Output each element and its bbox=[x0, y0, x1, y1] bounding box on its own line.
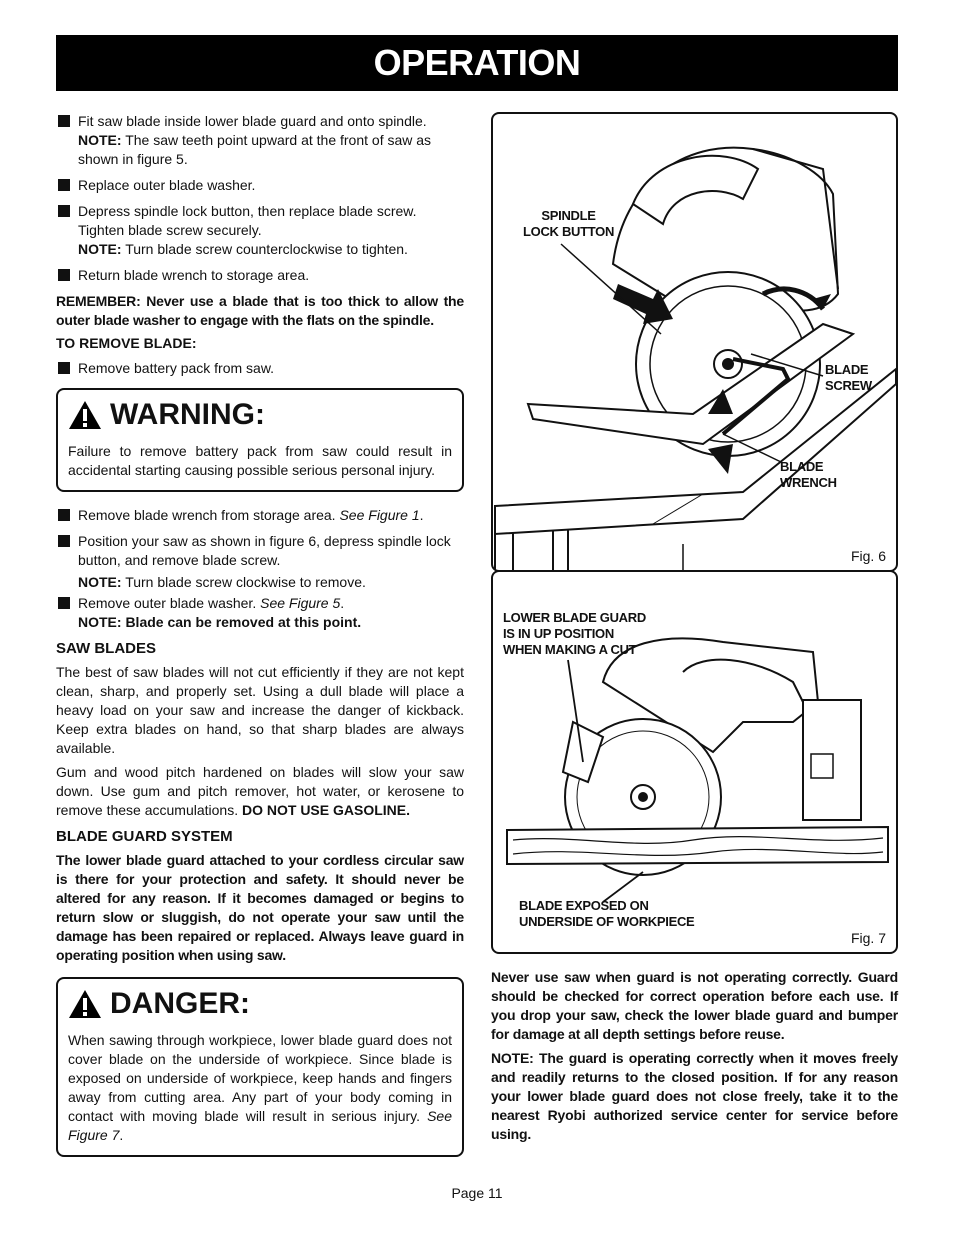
saw-blades-paragraph: The best of saw blades will not cut efficiently if they are not kept clean, sharp, and properly set. Using a dull blade will place a heavy load on your saw and increase the danger of kickback. Keep extra blades on hand, so that sharp blades are always available. bbox=[56, 664, 464, 756]
bullet-square-icon bbox=[58, 597, 70, 609]
danger-text: When sawing through workpiece, lower blade guard does not cover blade on the underside of workpiece. Since blade is exposed on underside of workpiece, keep hands and fingers away from cutting area. Any part of your body coming in contact with moving blade will result in serious injury. See Figure 7. bbox=[68, 1032, 452, 1143]
list-item: Depress spindle lock button, then replace blade screw. Tighten blade screw securely. NOTE: Turn blade screw counterclockwise to tighten. bbox=[56, 202, 464, 259]
page-title: OPERATION bbox=[56, 35, 898, 91]
warning-triangle-icon bbox=[68, 400, 102, 430]
warning-box bbox=[56, 388, 464, 492]
page-number: Page 11 bbox=[451, 1185, 503, 1201]
list-item: Remove blade wrench from storage area. See Figure 1. bbox=[56, 506, 464, 525]
figure-caption: Fig. 7 bbox=[850, 930, 886, 946]
list-item: Return blade wrench to storage area. bbox=[56, 266, 464, 285]
list-item: Replace outer blade washer. bbox=[56, 176, 464, 195]
warning-text: Failure to remove battery pack from saw could result in accidental starting causing possible serious personal injury. bbox=[68, 443, 452, 478]
list-item: Remove outer blade washer. See Figure 5. NOTE: Blade can be removed at this point. bbox=[56, 594, 464, 632]
list-item: Remove battery pack from saw. bbox=[56, 359, 464, 378]
right-column bbox=[491, 112, 898, 1149]
blade-wrench-label: BLADE WRENCH bbox=[780, 459, 837, 490]
warning-triangle-icon bbox=[68, 989, 102, 1019]
lower-blade-guard-label: LOWER BLADE GUARD IS IN UP POSITION WHEN MAKING A CUT bbox=[503, 610, 646, 657]
figure-7 bbox=[491, 570, 898, 954]
blade-exposed-label: BLADE EXPOSED ON UNDERSIDE OF WORKPIECE bbox=[519, 898, 695, 929]
note: NOTE: Turn blade screw counterclockwise to tighten. bbox=[78, 241, 408, 257]
bullet-square-icon bbox=[58, 205, 70, 217]
remove-blade-heading: TO REMOVE BLADE: bbox=[56, 335, 197, 351]
saw-blades-paragraph: Gum and wood pitch hardened on blades will slow your saw down. Use gum and pitch remover, hot water, or kerosene to remove these accumulations. DO NOT USE GASOLINE. bbox=[56, 764, 464, 818]
note: NOTE: Turn blade screw clockwise to remove. bbox=[78, 574, 366, 590]
remember-note: REMEMBER: Never use a blade that is too thick to allow the outer blade washer to engage with the flats on the spindle. bbox=[56, 293, 464, 328]
blade-guard-heading: BLADE GUARD SYSTEM bbox=[56, 828, 233, 845]
bullet-square-icon bbox=[58, 362, 70, 374]
blade-guard-paragraph: The lower blade guard attached to your cordless circular saw is there for your protection and safety. It should never be altered for any reason. If it becomes damaged or begins to return slow or sluggish, do not operate your saw until the damage has been repaired or replaced. Always leave guard in operating position when using saw. bbox=[56, 852, 464, 963]
figure-6 bbox=[491, 112, 898, 572]
list-item: Fit saw blade inside lower blade guard and onto spindle. NOTE: The saw teeth point upward at the front of saw as shown in figure 5. bbox=[56, 112, 464, 169]
warning-title: WARNING: bbox=[68, 398, 452, 432]
blade-screw-label: BLADE SCREW bbox=[825, 362, 872, 393]
spindle-lock-button-label: SPINDLE LOCK BUTTON bbox=[523, 208, 615, 239]
figure-caption: Fig. 6 bbox=[850, 548, 886, 564]
danger-title: DANGER: bbox=[68, 987, 452, 1021]
circular-saw-blade-removal-illustration bbox=[493, 114, 896, 570]
guard-check-paragraph: Never use saw when guard is not operating correctly. Guard should be checked for correct operation before each use. If you drop your saw, check the lower blade guard and bumper for damage at all depth settings before reuse. bbox=[491, 969, 898, 1042]
guard-note-paragraph: NOTE: The guard is operating correctly when it moves freely and readily returns to the closed position. If for any reason your lower blade guard does not close freely, take it to the nearest Ryobi authorized service center for service before using. bbox=[491, 1050, 898, 1142]
list-item: Position your saw as shown in figure 6, depress spindle lock button, and remove blade screw. bbox=[56, 532, 464, 570]
saw-blades-heading: SAW BLADES bbox=[56, 640, 157, 657]
bullet-square-icon bbox=[58, 269, 70, 281]
bullet-square-icon bbox=[58, 115, 70, 127]
left-column bbox=[56, 112, 464, 1171]
danger-box bbox=[56, 977, 464, 1157]
bullet-square-icon bbox=[58, 179, 70, 191]
bullet-square-icon bbox=[58, 535, 70, 547]
note: NOTE: The saw teeth point upward at the front of saw as shown in figure 5. bbox=[78, 132, 432, 167]
note: NOTE: Blade can be removed at this point. bbox=[78, 614, 362, 630]
bullet-square-icon bbox=[58, 509, 70, 521]
